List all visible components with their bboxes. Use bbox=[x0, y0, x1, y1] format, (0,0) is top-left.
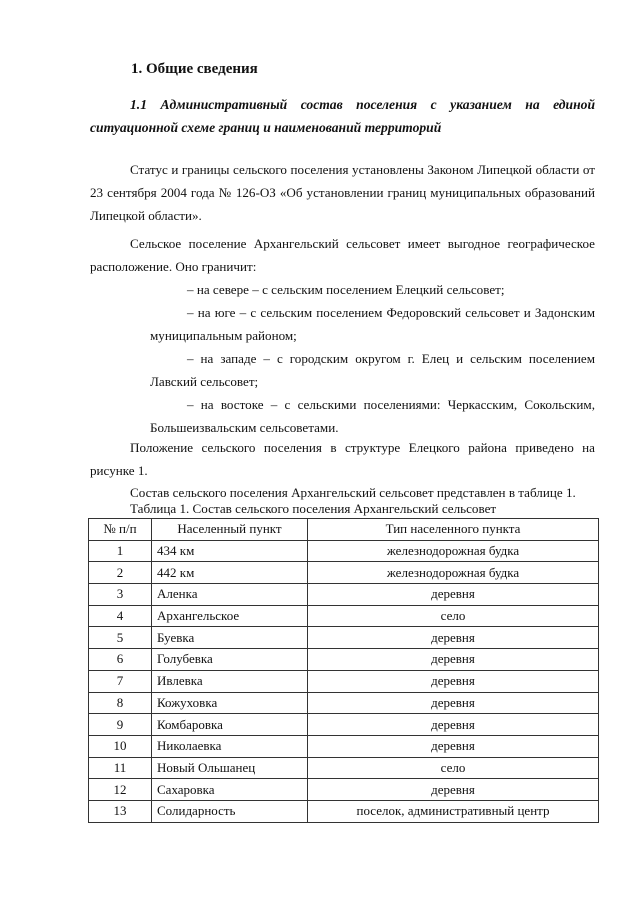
cell-type: село bbox=[308, 605, 599, 627]
cell-number: 12 bbox=[89, 779, 152, 801]
cell-settlement: Солидарность bbox=[152, 800, 308, 822]
cell-settlement: Кожуховка bbox=[152, 692, 308, 714]
cell-type: деревня bbox=[308, 670, 599, 692]
cell-settlement: Голубевка bbox=[152, 649, 308, 671]
cell-settlement: 434 км bbox=[152, 540, 308, 562]
header-settlement: Населенный пункт bbox=[152, 519, 308, 541]
table-row bbox=[89, 584, 599, 606]
paragraph-status: Статус и границы сельского поселения установлены Законом Липецкой области от 23 сентября 2004 года № 126-ОЗ «Об установлении границ муниципальных образований Липецкой области». bbox=[90, 162, 595, 223]
table-row bbox=[89, 800, 599, 822]
table-row bbox=[89, 649, 599, 671]
table-header-row bbox=[89, 519, 599, 541]
cell-settlement: Николаевка bbox=[152, 735, 308, 757]
cell-number: 2 bbox=[89, 562, 152, 584]
cell-settlement: Архангельское bbox=[152, 605, 308, 627]
cell-settlement: 442 км bbox=[152, 562, 308, 584]
cell-number: 5 bbox=[89, 627, 152, 649]
settlements-table bbox=[88, 518, 599, 823]
cell-settlement: Сахаровка bbox=[152, 779, 308, 801]
cell-number: 9 bbox=[89, 714, 152, 736]
cell-settlement: Ивлевка bbox=[152, 670, 308, 692]
cell-number: 8 bbox=[89, 692, 152, 714]
header-type: Тип населенного пункта bbox=[308, 519, 599, 541]
cell-type: железнодорожная будка bbox=[308, 540, 599, 562]
cell-number: 1 bbox=[89, 540, 152, 562]
cell-settlement: Новый Ольшанец bbox=[152, 757, 308, 779]
paragraph-figure-ref: Положение сельского поселения в структуре Елецкого района приведено на рисунке 1. bbox=[90, 440, 595, 478]
cell-type: деревня bbox=[308, 584, 599, 606]
cell-settlement: Аленка bbox=[152, 584, 308, 606]
cell-number: 6 bbox=[89, 649, 152, 671]
table-row bbox=[89, 627, 599, 649]
table-row bbox=[89, 540, 599, 562]
table-caption: Таблица 1. Состав сельского поселения Архангельский сельсовет bbox=[130, 501, 497, 516]
paragraph-location: Сельское поселение Архангельский сельсовет имеет выгодное географическое расположение. Оно граничит: bbox=[90, 236, 595, 274]
table-row bbox=[89, 714, 599, 736]
cell-type: поселок, административный центр bbox=[308, 800, 599, 822]
paragraph-table-ref: Состав сельского поселения Архангельский сельсовет представлен в таблице 1. bbox=[130, 485, 576, 500]
table-row bbox=[89, 692, 599, 714]
cell-number: 3 bbox=[89, 584, 152, 606]
cell-type: село bbox=[308, 757, 599, 779]
cell-number: 7 bbox=[89, 670, 152, 692]
border-west-item: – на западе – с городским округом г. Елец и сельским поселением Лавский сельсовет; bbox=[150, 351, 595, 389]
cell-number: 4 bbox=[89, 605, 152, 627]
header-number: № п/п bbox=[89, 519, 152, 541]
table-row bbox=[89, 735, 599, 757]
border-east-item: – на востоке – с сельскими поселениями: Черкасским, Сокольским, Большеизвальским сельсоветами. bbox=[150, 397, 595, 435]
cell-type: железнодорожная будка bbox=[308, 562, 599, 584]
cell-type: деревня bbox=[308, 627, 599, 649]
table-row bbox=[89, 757, 599, 779]
table-row bbox=[89, 562, 599, 584]
cell-type: деревня bbox=[308, 735, 599, 757]
cell-number: 10 bbox=[89, 735, 152, 757]
table-row bbox=[89, 670, 599, 692]
table-row bbox=[89, 605, 599, 627]
border-north-item: – на севере – с сельским поселением Елецкий сельсовет; bbox=[187, 282, 505, 297]
table-row bbox=[89, 779, 599, 801]
cell-type: деревня bbox=[308, 649, 599, 671]
cell-number: 13 bbox=[89, 800, 152, 822]
subsection-heading: 1.1 Административный состав поселения с указанием на единой ситуационной схеме границ и наименований территорий bbox=[90, 97, 595, 135]
cell-settlement: Буевка bbox=[152, 627, 308, 649]
cell-type: деревня bbox=[308, 779, 599, 801]
cell-settlement: Комбаровка bbox=[152, 714, 308, 736]
section-heading: 1. Общие сведения bbox=[131, 61, 258, 77]
cell-type: деревня bbox=[308, 714, 599, 736]
cell-type: деревня bbox=[308, 692, 599, 714]
cell-number: 11 bbox=[89, 757, 152, 779]
border-south-item: – на юге – с сельским поселением Федоровский сельсовет и Задонским муниципальным районом; bbox=[150, 305, 595, 343]
